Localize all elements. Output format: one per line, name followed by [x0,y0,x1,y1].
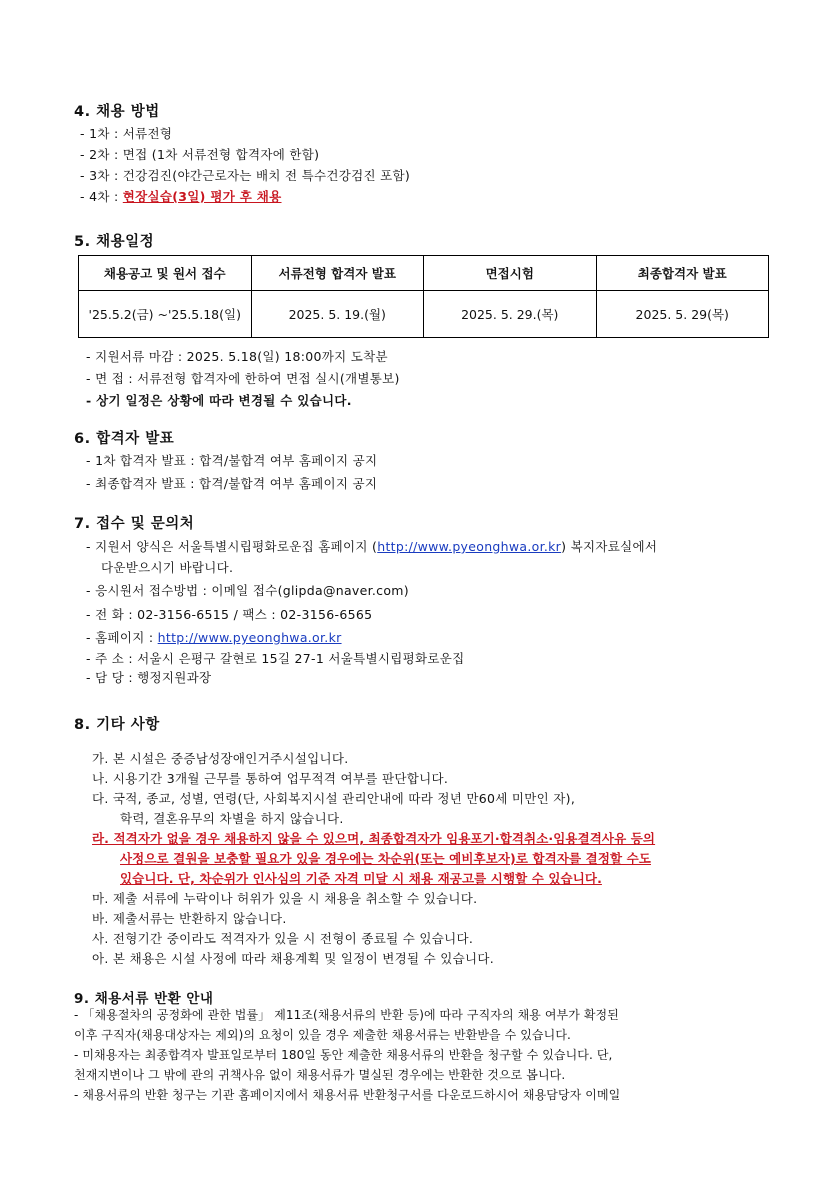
return-para-2-cont: 천재지변이나 그 밖에 관의 귀책사유 없이 채용서류가 멸실된 경우에는 반환한 것으로 봅니다. [74,1068,566,1082]
homepage-line: - 홈페이지 : http://www.pyeonghwa.or.kr [86,630,342,645]
schedule-header-cell: 서류전형 합격자 발표 [251,256,424,291]
schedule-date-cell: 2025. 5. 29(목) [596,291,769,338]
final-pass-announcement: - 최종합격자 발표 : 합격/불합격 여부 홈페이지 공지 [86,476,378,491]
note-ra-cont-1: 사정으로 결원을 보충할 필요가 있을 경우에는 차순위(또는 예비후보자)로 합격자를 결정할 수도 [120,851,651,866]
note-da-cont: 학력, 결혼유무의 차별을 하지 않습니다. [120,811,344,826]
note-ga: 가. 본 시설은 중증남성장애인거주시설입니다. [92,751,349,766]
field-practice-highlight: 현장실습(3일) 평가 후 채용 [122,189,282,204]
note-ma: 마. 제출 서류에 누락이나 허위가 있을 시 채용을 취소할 수 있습니다. [92,891,478,906]
return-para-2: - 미채용자는 최종합격자 발표일로부터 180일 동안 제출한 채용서류의 반환을 청구할 수 있습니다. 단, [74,1048,613,1062]
return-para-1-cont: 이후 구직자(채용대상자는 제외)의 요청이 있을 경우 제출한 채용서류는 반환받을 수 있습니다. [74,1028,571,1042]
application-method: - 응시원서 접수방법 : 이메일 접수(glipda@naver.com) [86,583,409,598]
homepage-link-inline[interactable]: http://www.pyeonghwa.or.kr [377,539,562,554]
section-4-item-1: - 1차 : 서류전형 [80,126,173,141]
note-sa: 사. 전형기간 중이라도 적격자가 있을 시 전형이 종료될 수 있습니다. [92,931,474,946]
schedule-date-cell: '25.5.2(금) ~'25.5.18(일) [79,291,252,338]
deadline-note: - 지원서류 마감 : 2025. 5.18(일) 18:00까지 도착분 [86,349,388,364]
note-ra: 라. 적격자가 없을 경우 채용하지 않을 수 있으며, 최종합격자가 임용포기·합격취소·임용결격사유 등의 [92,831,656,846]
section-8-title: 8. 기타 사항 [74,717,160,733]
application-form-note-cont: 다운받으시기 바랍니다. [101,560,234,575]
schedule-header-cell: 최종합격자 발표 [596,256,769,291]
contact-manager: - 담 당 : 행정지원과장 [86,670,212,685]
section-9-title: 9. 채용서류 반환 안내 [74,991,214,1007]
application-form-note: - 지원서 양식은 서울특별시립평화로운집 홈페이지 (http://www.pyeonghwa.or.kr) 복지자료실에서 [86,539,658,554]
note-ba: 바. 제출서류는 반환하지 않습니다. [92,911,287,926]
schedule-date-row [79,291,769,338]
note-da: 다. 국적, 종교, 성별, 연령(단, 사회복지시설 관리안내에 따라 정년 만60세 미만인 자), [92,791,576,806]
section-5-title: 5. 채용일정 [74,234,155,250]
note-ra-cont-2: 있습니다. 단, 차순위가 인사심의 기준 자격 미달 시 채용 재공고를 시행할 수 있습니다. [120,871,602,886]
section-7-title: 7. 접수 및 문의처 [74,516,195,532]
contact-address: - 주 소 : 서울시 은평구 갈현로 15길 27-1 서울특별시립평화로운집 [86,651,465,666]
schedule-header-cell: 채용공고 및 원서 접수 [79,256,252,291]
note-na: 나. 시용기간 3개월 근무를 통하여 업무적격 여부를 판단합니다. [92,771,449,786]
section-4-item-3: - 3차 : 건강검진(야간근로자는 배치 전 특수건강검진 포함) [80,168,411,183]
schedule-change-note: - 상기 일정은 상황에 따라 변경될 수 있습니다. [86,393,352,408]
interview-note: - 면 접 : 서류전형 합격자에 한하여 면접 실시(개별통보) [86,371,400,386]
note-a: 아. 본 채용은 시설 사정에 따라 채용계획 및 일정이 변경될 수 있습니다. [92,951,495,966]
section-4-item-4: - 4차 : 현장실습(3일) 평가 후 채용 [80,189,282,204]
section-4-title: 4. 채용 방법 [74,104,160,120]
schedule-table [78,255,769,338]
section-4-item-2: - 2차 : 면접 (1차 서류전형 합격자에 한함) [80,147,320,162]
section-6-title: 6. 합격자 발표 [74,431,175,447]
homepage-link[interactable]: http://www.pyeonghwa.or.kr [157,630,342,645]
return-para-1: - 「채용절차의 공정화에 관한 법률」 제11조(채용서류의 반환 등)에 따라 구직자의 채용 여부가 확정된 [74,1008,619,1022]
first-pass-announcement: - 1차 합격자 발표 : 합격/불합격 여부 홈페이지 공지 [86,453,378,468]
schedule-date-cell: 2025. 5. 29.(목) [424,291,597,338]
return-para-3: - 채용서류의 반환 청구는 기관 홈페이지에서 채용서류 반환청구서를 다운로드하시어 채용담당자 이메일 [74,1088,621,1102]
schedule-header-row [79,256,769,291]
schedule-header-cell: 면접시험 [424,256,597,291]
contact-phone-fax: - 전 화 : 02-3156-6515 / 팩스 : 02-3156-6565 [86,607,373,622]
schedule-date-cell: 2025. 5. 19.(월) [251,291,424,338]
